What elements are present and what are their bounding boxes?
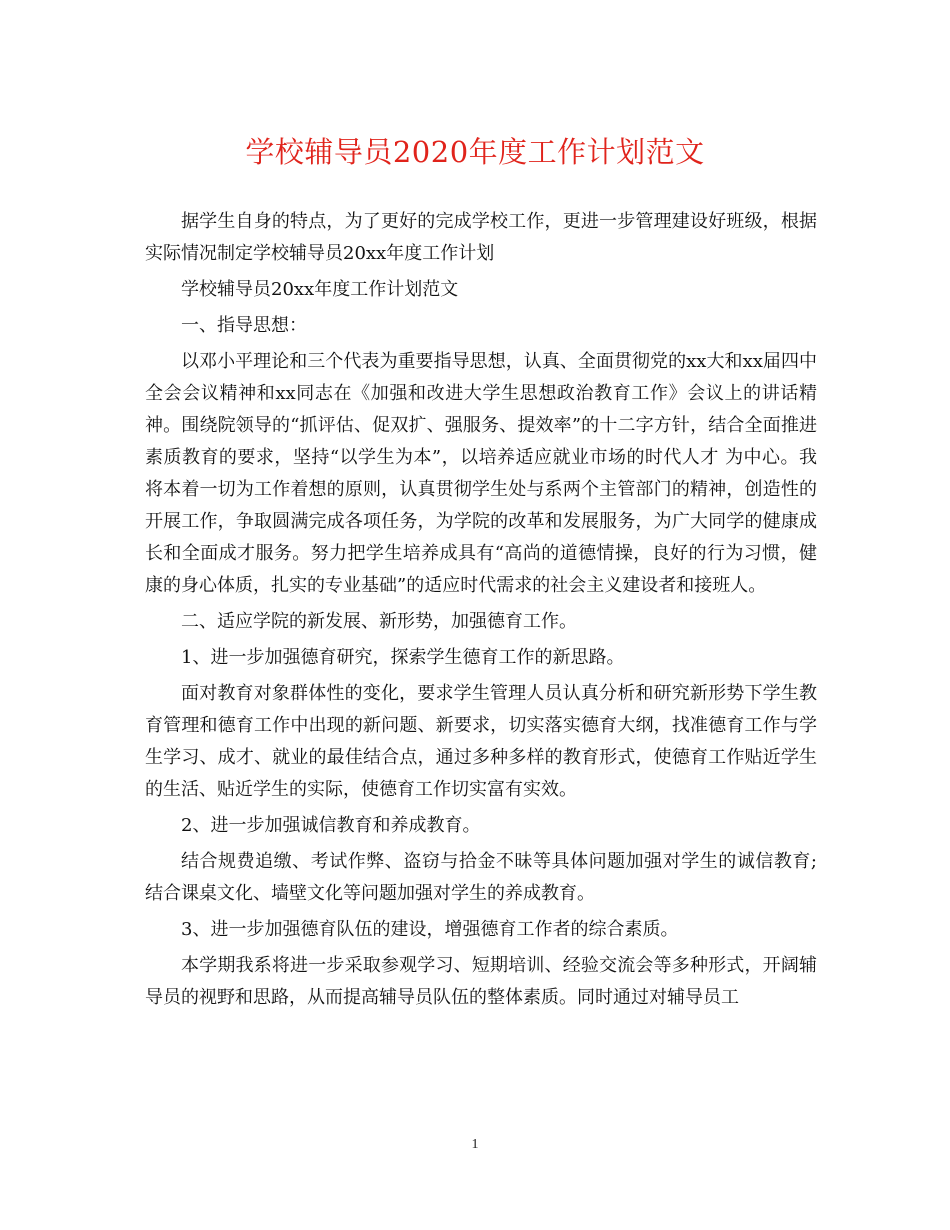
subheading-integrity-education: 2、进一步加强诚信教育和养成教育。 bbox=[181, 815, 481, 836]
section-heading-guiding-ideology: 一、指导思想： bbox=[181, 315, 307, 336]
section-heading-moral-education: 二、适应学院的新发展、新形势，加强德育工作。 bbox=[181, 611, 577, 632]
page-number: 1 bbox=[471, 1137, 479, 1152]
paragraph-guiding-ideology: 以邓小平理论和三个代表为重要指导思想，认真、全面贯彻党的xx大和xx届四中全会会议精神和xx同志在《加强和改进大学生思想政治教育工作》会议上的讲话精神。围绕院领导的“抓评估、促双扩、强服务、提效率”的十二字方针，结合全面推进素质教育的要求，坚持“以学生为本”，以培养适应就业市场的时代人才 为中心。我将本着一切为工作着想的原则，认真贯彻学生处与系两个主管部门的精神，创造性的开展工作，争取圆满完成各项任务，为学院的改革和发展服务，为广大同学的健康成长和全面成才服务。努力把学生培养成具有“高尚的道德情操，良好的行为习惯，健康的身心体质，扎实的专业基础”的适应时代需求的社会主义建设者和接班人。 bbox=[145, 351, 817, 596]
document-body bbox=[145, 206, 817, 1018]
paragraph-subtitle: 学校辅导员20xx年度工作计划范文 bbox=[181, 279, 459, 300]
paragraph-team-building: 本学期我系将进一步采取参观学习、短期培训、经验交流会等多种形式，开阔辅导员的视野和思路，从而提高辅导员队伍的整体素质。同时通过对辅导员工 bbox=[145, 955, 817, 1008]
paragraph-moral-research: 面对教育对象群体性的变化，要求学生管理人员认真分析和研究新形势下学生教育管理和德育工作中出现的新问题、新要求，切实落实德育大纲，找准德育工作与学生学习、成才、就业的最佳结合点，通过多种多样的教育形式，使德育工作贴近学生的生活、贴近学生的实际，使德育工作切实富有实效。 bbox=[145, 683, 817, 800]
subheading-team-building: 3、进一步加强德育队伍的建设，增强德育工作者的综合素质。 bbox=[181, 919, 679, 940]
subheading-moral-research: 1、进一步加强德育研究，探索学生德育工作的新思路。 bbox=[181, 647, 625, 668]
paragraph-integrity-education: 结合规费追缴、考试作弊、盗窃与拾金不昧等具体问题加强对学生的诚信教育;结合课桌文化、墙壁文化等问题加强对学生的养成教育。 bbox=[145, 851, 817, 904]
paragraph-intro: 据学生自身的特点，为了更好的完成学校工作，更进一步管理建设好班级，根据实际情况制定学校辅导员20xx年度工作计划 bbox=[145, 211, 817, 264]
document-title: 学校辅导员2020年度工作计划范文 bbox=[245, 135, 705, 169]
